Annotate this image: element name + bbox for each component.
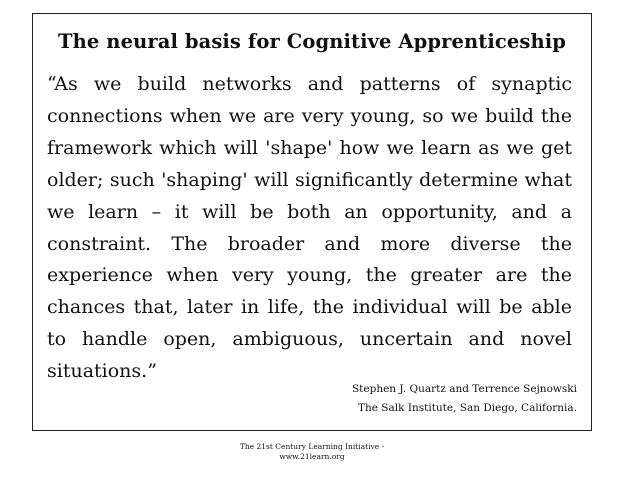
attribution-institution: The Salk Institute, San Diego, California. (357, 402, 577, 414)
footer (0, 442, 624, 462)
footer-organization: The 21st Century Learning Initiative - (239, 442, 385, 451)
page-title: The neural basis for Cognitive Apprenticeship (58, 30, 566, 53)
attribution-authors: Stephen J. Quartz and Terrence Sejnowski (351, 383, 577, 395)
quote-text: “As we build networks and patterns of synaptic connections when we are very young, so we build the framework which will 'shape' how we learn as we get older; such 'shaping' will significantly determine what we learn – it will be both an opportunity, and a constraint. The broader and more diverse the experience when very young, the greater are the chances that, later in life, the individual will be able to handle open, ambiguous, uncertain and novel situations.” (47, 73, 572, 383)
footer-website: www.21learn.org (279, 452, 345, 461)
attribution (352, 380, 577, 418)
quote-card (32, 13, 592, 431)
